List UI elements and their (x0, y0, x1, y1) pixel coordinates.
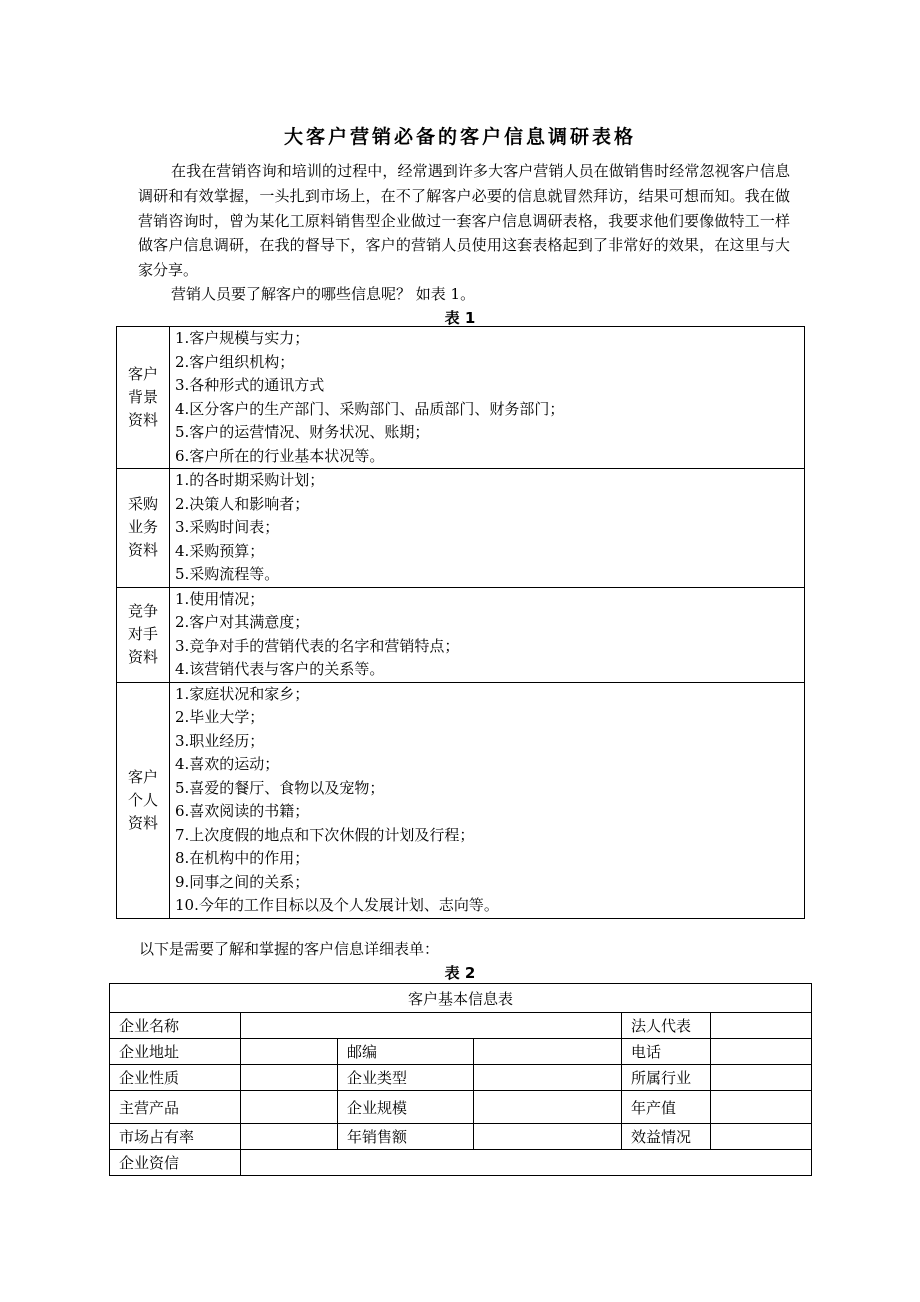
info-section-row (117, 469, 805, 588)
form-value-field[interactable] (241, 1091, 338, 1124)
form-label: 效益情况 (622, 1124, 711, 1150)
category-label: 资料 (127, 541, 158, 560)
info-section-row (117, 682, 805, 918)
category-label: 采购 (127, 495, 158, 514)
list-item: 3.竞争对手的营销代表的名字和营销特点； (175, 636, 460, 655)
list-item: 4.区分客户的生产部门、采购部门、品质部门、财务部门； (175, 399, 565, 418)
list-item: 3.采购时间表； (175, 518, 280, 536)
form-value-field[interactable] (474, 1065, 622, 1091)
category-label: 客户 (127, 365, 158, 383)
table1-caption: 表 1 (444, 309, 476, 327)
form-value-field[interactable] (241, 1065, 338, 1091)
info-section-row (117, 587, 805, 682)
form-row (110, 1150, 812, 1176)
question-line: 营销人员要了解客户的哪些信息呢？ 如表 1。 (171, 285, 476, 303)
list-item: 4.该营销代表与客户的关系等。 (175, 660, 385, 678)
form-value-field[interactable] (711, 1039, 812, 1065)
list-item: 6.客户所在的行业基本状况等。 (175, 446, 385, 465)
form-value-field[interactable] (711, 1065, 812, 1091)
form-label: 企业地址 (110, 1039, 241, 1065)
form-header-row (110, 984, 812, 1013)
list-item: 1.的各时期采购计划； (175, 471, 325, 489)
list-item: 5.喜爱的餐厅、食物以及宠物； (175, 778, 385, 797)
list-item: 2.毕业大学； (175, 708, 265, 726)
form-value-field[interactable] (474, 1091, 622, 1124)
customer-info-table-body (117, 327, 805, 919)
list-item: 4.采购预算； (175, 541, 265, 560)
between-text: 以下是需要了解和掌握的客户信息详细表单： (139, 940, 440, 958)
form-label: 电话 (622, 1039, 711, 1065)
form-value-field[interactable] (474, 1124, 622, 1150)
form-label: 企业类型 (338, 1065, 474, 1091)
section-items (170, 327, 805, 469)
section-category (117, 327, 170, 469)
list-item: 3.各种形式的通讯方式 (175, 376, 325, 394)
form-value-field[interactable] (711, 1091, 812, 1124)
list-item: 5.采购流程等。 (175, 565, 280, 583)
form-label: 所属行业 (622, 1065, 711, 1091)
form-row (110, 1124, 812, 1150)
list-item: 8.在机构中的作用； (175, 849, 310, 867)
form-value-field[interactable] (241, 1039, 338, 1065)
section-items (170, 682, 805, 918)
form-label: 法人代表 (622, 1013, 711, 1039)
list-item: 1.使用情况； (175, 589, 265, 608)
form-label: 主营产品 (110, 1091, 241, 1124)
list-item: 1.家庭状况和家乡； (175, 684, 310, 703)
form-label: 年销售额 (338, 1124, 474, 1150)
list-item: 4.喜欢的运动； (175, 755, 280, 773)
list-item: 2.客户对其满意度； (175, 613, 310, 631)
form-row (110, 1039, 812, 1065)
list-item: 2.决策人和影响者； (175, 494, 310, 513)
document-title: 大客户营销必备的客户信息调研表格 (283, 126, 636, 148)
customer-info-table (116, 326, 805, 919)
list-item: 2.客户组织机构； (175, 352, 295, 371)
category-label: 对手 (127, 625, 158, 643)
info-section-row (117, 327, 805, 469)
form-row (110, 1065, 812, 1091)
section-category (117, 587, 170, 682)
section-category (117, 469, 170, 588)
category-label: 资料 (127, 648, 158, 666)
form-label: 企业名称 (110, 1013, 241, 1039)
category-label: 个人 (127, 790, 158, 809)
list-item: 5.客户的运营情况、财务状况、账期； (175, 423, 430, 441)
intro-paragraph: 在我在营销咨询和培训的过程中，经常遇到许多大客户营销人员在做销售时经常忽视客户信息调研和有效掌握，一头扎到市场上，在不了解客户必要的信息就冒然拜访，结果可想而知。我在做营销咨询时，曾为某化工原料销售型企业做过一套客户信息调研表格，我要求他们要像做特工一样做客户信息调研，在我的督导下，客户的营销人员使用这套表格起到了非常好的效果，在这里与大家分享。 (138, 162, 790, 280)
form-value-field[interactable] (241, 1013, 622, 1039)
form-value-field[interactable] (241, 1124, 338, 1150)
section-items (170, 469, 805, 588)
category-label: 业务 (127, 518, 158, 537)
form-value-field[interactable] (474, 1039, 622, 1065)
list-item: 9.同事之间的关系； (175, 872, 310, 891)
form-label: 企业规模 (338, 1091, 474, 1124)
list-item: 10.今年的工作目标以及个人发展计划、志向等。 (175, 896, 499, 914)
list-item: 1.客户规模与实力； (175, 329, 310, 347)
form-value-field[interactable] (711, 1124, 812, 1150)
list-item: 7.上次度假的地点和下次休假的计划及行程； (175, 825, 475, 844)
form-label: 年产值 (622, 1091, 711, 1124)
category-label: 竞争 (127, 602, 158, 620)
form-value-field[interactable] (711, 1013, 812, 1039)
category-label: 背景 (127, 388, 158, 406)
section-items (170, 587, 805, 682)
form-label: 企业性质 (110, 1065, 241, 1091)
table2-caption: 表 2 (444, 964, 476, 982)
list-item: 6.喜欢阅读的书籍； (175, 802, 310, 820)
form-label: 邮编 (338, 1039, 474, 1065)
form-label: 市场占有率 (110, 1124, 241, 1150)
customer-basic-info-form (109, 983, 812, 1176)
category-label: 资料 (127, 813, 158, 832)
category-label: 资料 (127, 411, 158, 429)
list-item: 3.职业经历； (175, 731, 265, 750)
form-row (110, 1013, 812, 1039)
section-category (117, 682, 170, 918)
form-value-field[interactable] (241, 1150, 812, 1176)
form-row (110, 1091, 812, 1124)
form-label: 企业资信 (110, 1150, 241, 1176)
form-header: 客户基本信息表 (110, 984, 812, 1013)
category-label: 客户 (127, 767, 158, 786)
